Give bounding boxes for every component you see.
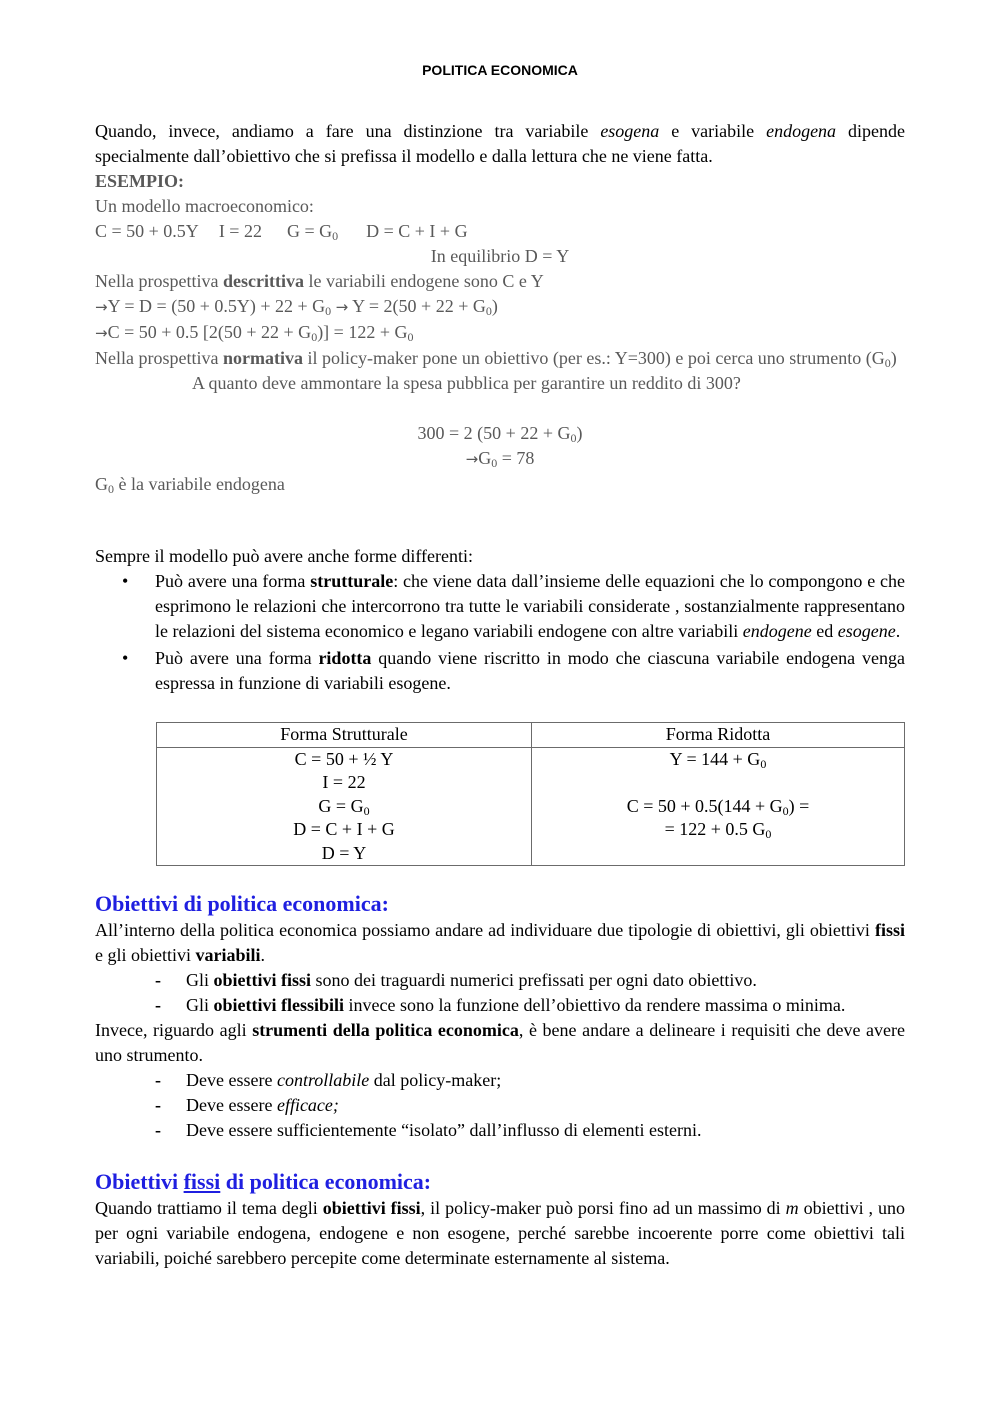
calc-line-1: 300 = 2 $(50 + 22 + G_0)$ bbox=[417, 423, 583, 445]
forms-section bbox=[95, 544, 905, 696]
list-item: - Deve essere sufficientemente “isolato” dall’influsso di elementi esterni. bbox=[95, 1118, 905, 1143]
bullet-icon: • bbox=[122, 648, 129, 668]
requirements-list bbox=[95, 1068, 905, 1143]
structural-cell: C = 50 + ½ Y I = 22 $G = G_0$ D = C + I + G D = Y bbox=[157, 747, 532, 866]
arrow-icon: → bbox=[95, 298, 108, 316]
forms-table bbox=[156, 722, 905, 866]
model-equations: C = 50 + 0.5Y I = 22 $G = G_0$ D = C + I + G bbox=[95, 221, 468, 243]
forms-list bbox=[95, 569, 905, 696]
arrow-icon: → bbox=[335, 298, 349, 316]
list-item: • Può avere una forma ridotta quando viene riscritto in modo che ciascuna variabile endogena venga espressa in funzione di variabili esogene. bbox=[122, 648, 905, 693]
dash-icon: - bbox=[155, 1120, 161, 1140]
list-item: - Gli obiettivi fissi sono dei traguardi numerici prefissati per ogni dato obiettivo. bbox=[95, 968, 905, 993]
table-row bbox=[157, 747, 905, 866]
model-line: Un modello macroeconomico: bbox=[95, 196, 314, 216]
intro-paragraph: Quando, invece, andiamo a fare una distinzione tra variabile esogena e variabile endogena dipende specialmente dall’obiettivo che si prefissa il modello e dalla lettura che ne viene fatta. bbox=[95, 121, 905, 166]
objectives-section bbox=[95, 891, 905, 1143]
list-item: - Deve essere controllabile dal policy-maker; bbox=[95, 1068, 905, 1093]
y-derivation: $\to Y = D = (50 + 0.5Y) + 22 + G_0 \to Y = 2(50 + 22 + G_0)$ bbox=[95, 296, 498, 318]
page-header: POLITICA ECONOMICA bbox=[422, 62, 578, 78]
objectives-list bbox=[95, 968, 905, 1018]
arrow-icon: → bbox=[465, 450, 479, 468]
equilibrium-line: In equilibrio D = Y bbox=[430, 246, 570, 266]
list-item: - Gli obiettivi flessibili invece sono la funzione dell’obiettivo da rendere massima o minima. bbox=[95, 993, 905, 1018]
reduced-cell: $Y = 144 + G_0$ $C = 50 + 0.5(144 + G_0)$ = = 122 + 0.5 $G_0$ bbox=[532, 747, 905, 866]
forms-intro: Sempre il modello può avere anche forme differenti: bbox=[95, 546, 474, 566]
objectives-heading: Obiettivi di politica economica: bbox=[95, 891, 389, 916]
table-header-structural: Forma Strutturale bbox=[157, 723, 532, 748]
instruments-paragraph: Invece, riguardo agli strumenti della politica economica, è bene andare a delineare i requisiti che deve avere uno strumento. bbox=[95, 1020, 906, 1065]
bullet-icon: • bbox=[122, 571, 129, 591]
fixed-objectives-paragraph: Quando trattiamo il tema degli obiettivi fissi, il policy-maker può porsi fino ad un massimo di m obiettivi , uno per ogni variabile endogena, endogene e non esogene, perché sarebbe incoerente porre come obiettivi tali variabili, poiché sarebbero percepite come determinate esternamente al sistema. bbox=[95, 1198, 905, 1268]
example-block bbox=[95, 169, 905, 497]
list-item: - Deve essere efficace; bbox=[95, 1093, 905, 1118]
example-label: ESEMPIO: bbox=[95, 171, 185, 191]
arrow-icon: → bbox=[95, 324, 108, 342]
c-derivation: →C = 50 + 0.5 $[2(50 + 22 + G_0)] = 122 + G_0$ bbox=[95, 322, 414, 344]
table-header-row bbox=[157, 723, 905, 748]
descriptive-line: Nella prospettiva descrittiva le variabili endogene sono C e Y bbox=[95, 271, 544, 291]
table-header-reduced: Forma Ridotta bbox=[532, 723, 905, 748]
normative-paragraph: Nella prospettiva normativa il policy-maker pone un obiettivo (per es.: Y=300) e poi cerca uno strumento $(G_0)$ bbox=[95, 348, 897, 370]
g0-endogenous-line: $G_0$ è la variabile endogena bbox=[95, 474, 285, 496]
dash-icon: - bbox=[155, 1095, 161, 1115]
dash-icon: - bbox=[155, 995, 161, 1015]
dash-icon: - bbox=[155, 1070, 161, 1090]
fixed-objectives-heading: Obiettivi fissi di politica economica: bbox=[95, 1169, 432, 1194]
fixed-objectives-section bbox=[95, 1169, 905, 1271]
question-line: A quanto deve ammontare la spesa pubblica per garantire un reddito di 300? bbox=[192, 373, 741, 393]
dash-icon: - bbox=[155, 970, 161, 990]
calc-line-2: $\to G_0 = 78$ bbox=[465, 448, 535, 470]
list-item: • Può avere una forma strutturale: che viene data dall’insieme delle equazioni che lo compongono e che esprimono le relazioni che intercorrono tra tutte le variabili considerate , sostanzialmente rappresentano le relazioni del sistema economico e legano variabili endogene con altre variabili endogene ed esogene. bbox=[122, 571, 905, 641]
objectives-paragraph: All’interno della politica economica possiamo andare ad individuare due tipologie di obiettivi, gli obiettivi fissi e gli obiettivi variabili. bbox=[95, 920, 905, 965]
